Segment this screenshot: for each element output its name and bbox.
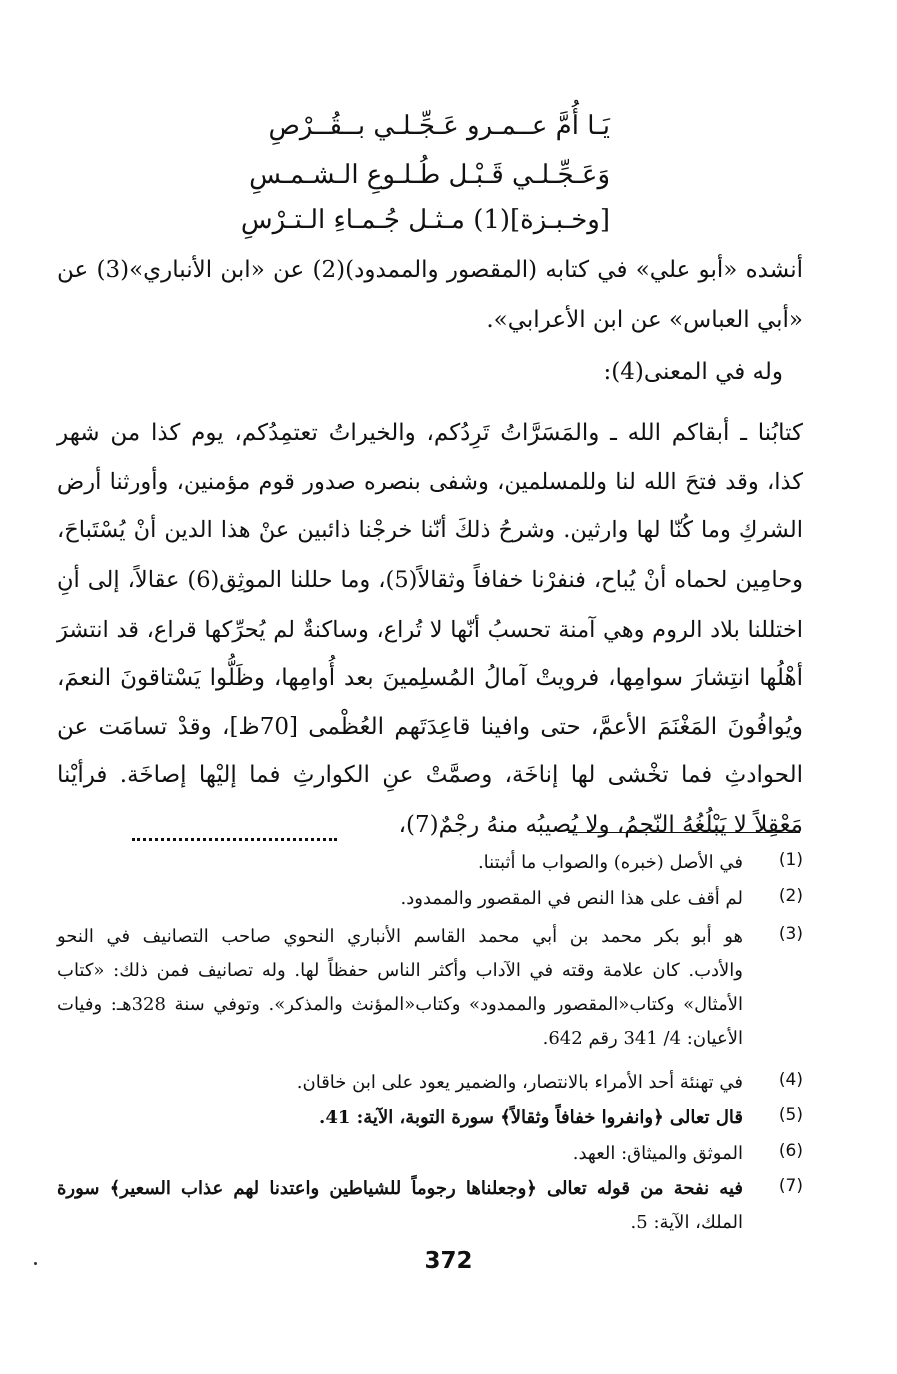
text-line: أنشده «أبو علي» في كتابه (المقصور والممدود)(2) عن «ابن الأنباري»(3) عن bbox=[57, 257, 803, 283]
text-line: «أبي العباس» عن ابن الأعرابي». bbox=[486, 307, 803, 333]
footnote-number: (2) bbox=[778, 886, 803, 906]
footnote-line: فيه نفحة من قوله تعالى ﴿وجعلناها رجوماً للشياطين واعتدنا لهم عذاب السعير﴾ سورة bbox=[57, 1178, 743, 1199]
footnote-separator bbox=[568, 832, 800, 833]
verse-line: يَـا أُمَّ عــمـرو عَـجِّـلـي بــقُــرْصِ bbox=[268, 111, 610, 141]
footnote-number: (4) bbox=[778, 1070, 803, 1090]
text-line: اختللنا بلاد الروم وهي آمنة تحسبُ أنّها لا تُراع، وساكنةٌ لم يُحرِّكها قراع، قد انتشرَ bbox=[57, 617, 803, 643]
scan-speck bbox=[34, 1262, 37, 1265]
footnote-line: الموثق والميثاق: العهد. bbox=[572, 1143, 743, 1164]
verse-line: وَعَـجِّـلـي قَـبْـل طُـلـوعِ الـشـمـسِ bbox=[249, 160, 610, 190]
text-line: كتابُنا ـ أبقاكم الله ـ والمَسَرَّاتُ تَرِدُكم، والخيراتُ تعتمِدُكم، يوم كذا من شهر bbox=[57, 420, 803, 446]
footnote-number: (6) bbox=[778, 1141, 803, 1161]
footnote-line: الأمثال» وكتاب«المقصور والممدود» وكتاب«المؤنث والمذكر». وتوفي سنة 328هـ: وفيات bbox=[57, 994, 743, 1015]
footnote-number: (7) bbox=[778, 1176, 803, 1196]
ellipsis-dots bbox=[132, 835, 337, 841]
footnote-line: الأعيان: 4/ 341 رقم 642. bbox=[542, 1028, 743, 1049]
page-number: 372 bbox=[424, 1248, 473, 1274]
text-line: الحوادثِ فما تخْشى لها إناخَة، وصمَّتْ عنِ الكوارثِ فما إليْها إصاخَة. فرأيْنا bbox=[57, 762, 803, 788]
text-line: ويُوافُونَ المَغْنَمَ الأعمَّ، حتى وافينا قاعِدَتَهم العُظْمى [70ظ]، وقدْ تسامَت عن bbox=[57, 714, 803, 740]
text-line: الشركِ وما كُنّا لها وارثين. وشرحُ ذلكَ أنّنا خرجْنا ذائبين عنْ هذا الدين أنْ يُسْتَباحَ، bbox=[57, 517, 803, 543]
text-line: مَعْقِلاً لا يَبْلُغُهُ النّجمُ، ولا يُصيبُه منهُ رجْمٌ(7)، bbox=[398, 812, 803, 838]
footnote-number: (3) bbox=[778, 924, 803, 944]
text-line: وله في المعنى(4): bbox=[603, 359, 783, 385]
text-line: وحامِين لحماه أنْ يُباح، فنفرْنا خفافاً وثقالاً(5)، وما حللنا الموثِق(6) عقالاً، إلى أنِ bbox=[57, 567, 803, 593]
text-line: أهْلُها انتِشارَ سوامِها، فرويتْ آمالُ المُسلِمينَ بعد أُوامِها، وظَلُّوا يَسْتاقونَ النعمَ، bbox=[57, 665, 803, 691]
footnote-number: (1) bbox=[778, 850, 803, 870]
verse-line: [وخـبـزة](1) مـثـل جُـمـاءِ الـتـرْسِ bbox=[240, 205, 610, 235]
text-line: كذا، وقد فتحَ الله لنا وللمسلمين، وشفى بنصره صدور قوم مؤمنين، وأورثنا أرض bbox=[57, 469, 803, 495]
footnote-line: الملك، الآية: 5. bbox=[630, 1212, 743, 1233]
footnote-line: في تهنئة أحد الأمراء بالانتصار، والضمير يعود على ابن خاقان. bbox=[296, 1072, 743, 1093]
footnote-line: لم أقف على هذا النص في المقصور والممدود. bbox=[400, 888, 743, 909]
footnote-number: (5) bbox=[778, 1105, 803, 1125]
footnote-line: والأدب. كان علامة وقته في الآداب وأكثر الناس حفظاً لها. وله تصانيف فمن ذلك: «كتاب bbox=[57, 960, 743, 981]
footnote-line: قال تعالى ﴿وانفروا خفافاً وثقالاً﴾ سورة التوبة، الآية: 41. bbox=[319, 1107, 743, 1128]
footnote-line: هو أبو بكر محمد بن أبي محمد القاسم الأنباري النحوي صاحب التصانيف في النحو bbox=[57, 926, 743, 947]
footnote-line: في الأصل (خبره) والصواب ما أثبتنا. bbox=[477, 852, 743, 873]
